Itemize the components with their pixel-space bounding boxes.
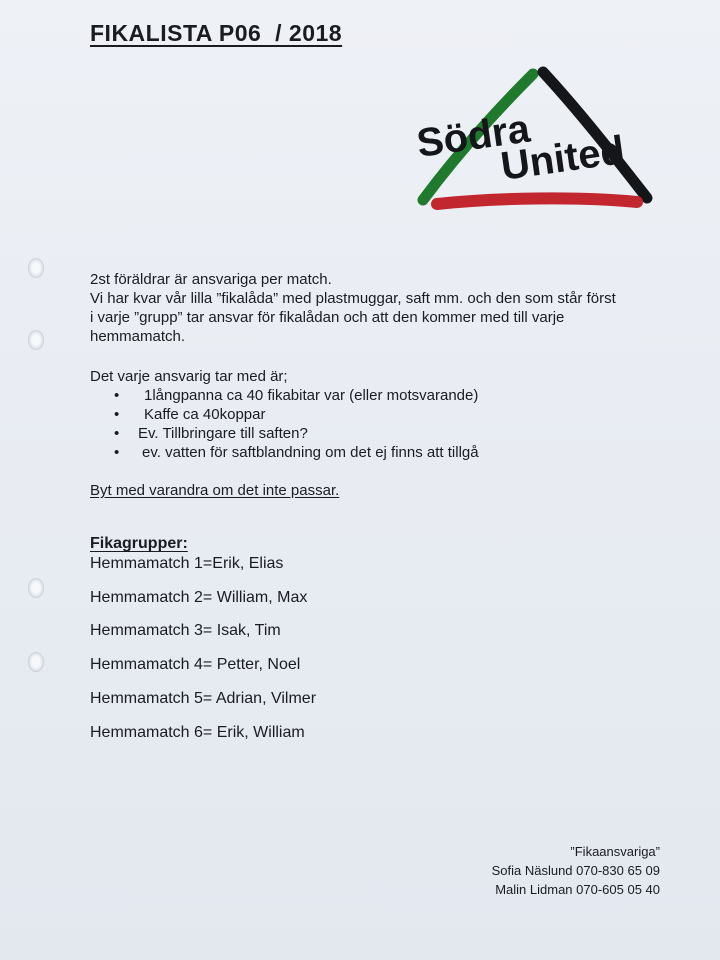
list-item: • 1långpanna ca 40 fikabitar var (eller motsvarande) [90,386,479,405]
intro-line: i varje ”grupp” tar ansvar för fikalådan och att den kommer med till varje [90,309,565,326]
logo-text-line2: United [498,128,628,189]
intro-paragraph [90,270,616,346]
punch-hole [28,330,44,350]
intro-line: Vi har kvar vår lilla ”fikalåda” med plastmuggar, saft mm. och den som står först [90,290,616,307]
group-row: Hemmamatch 5= Adrian, Vilmer [90,690,317,707]
punch-hole [28,258,44,278]
logo-text-line1: Södra [414,106,533,166]
list-item: • Ev. Tillbringare till saften? [90,424,479,443]
punch-hole [28,652,44,672]
swap-note: Byt med varandra om det inte passar. [90,482,340,499]
list-item: • Kaffe ca 40koppar [90,405,479,424]
groups-heading: Fikagrupper: [90,535,188,552]
intro-line: hemmamatch. [90,328,186,345]
group-row: Hemmamatch 3= Isak, Tim [90,622,281,639]
intro-line: 2st föräldrar är ansvariga per match. [90,271,332,288]
group-row: Hemmamatch 4= Petter, Noel [90,656,301,673]
sodra-united-logo [405,62,665,222]
list-item: • ev. vatten för saftblandning om det ej finns att tillgå [90,443,479,462]
signature-label: ”Fikaansvariga” [570,844,660,859]
group-row: Hemmamatch 2= William, Max [90,589,308,606]
contact-line: Sofia Näslund 070-830 65 09 [491,863,660,878]
bring-list [90,386,479,462]
bring-heading: Det varje ansvarig tar med är; [90,368,288,385]
group-row: Hemmamatch 1=Erik, Elias [90,555,284,572]
punch-hole [28,578,44,598]
group-row: Hemmamatch 6= Erik, William [90,724,305,741]
signature-block [492,842,660,899]
page-title: FIKALISTA P06 / 2018 [90,20,343,46]
logo-red-stroke [437,198,637,204]
contact-line: Malin Lidman 070-605 05 40 [495,882,660,897]
